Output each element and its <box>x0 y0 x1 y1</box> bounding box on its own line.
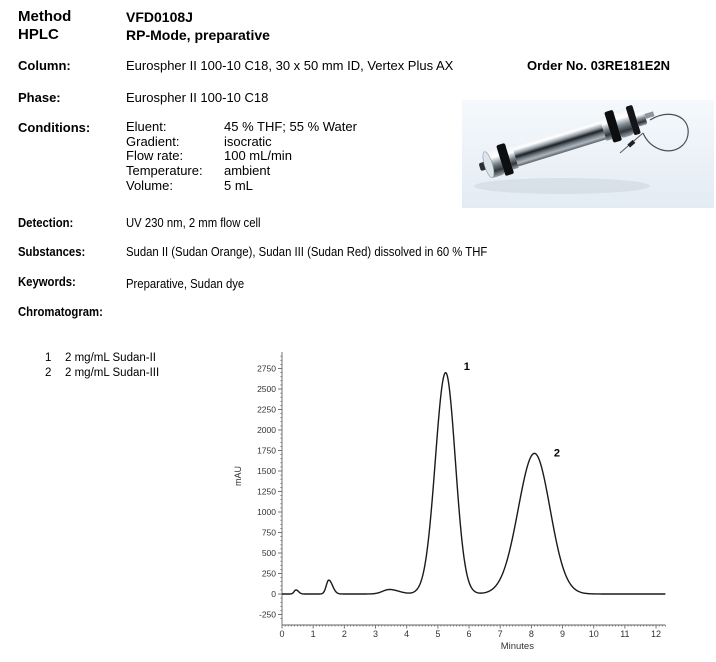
y-tick-label: -250 <box>258 609 276 620</box>
y-axis-title: mAU <box>233 466 243 486</box>
condition-key: Volume: <box>126 177 173 193</box>
condition-value: ambient <box>224 163 271 179</box>
condition-row-volume <box>126 179 357 194</box>
x-tick-label: 6 <box>466 629 472 639</box>
condition-row-temperature <box>126 164 357 179</box>
peak-label: 2 <box>553 447 560 460</box>
x-tick-label: 2 <box>341 629 347 639</box>
y-tick-label: 2500 <box>257 384 276 394</box>
x-axis-title: Minutes <box>500 641 534 652</box>
y-tick-label: 1500 <box>257 466 276 476</box>
x-tick-label: 1 <box>310 629 316 639</box>
chromatogram-heading: Chromatogram: <box>18 304 103 319</box>
detection-value: UV 230 nm, 2 mm flow cell <box>126 215 261 230</box>
y-tick-label: 500 <box>261 548 276 558</box>
y-tick-label: 1750 <box>257 445 276 456</box>
hplc-label: HPLC <box>18 26 59 43</box>
phase-value: Eurospher II 100-10 C18 <box>126 90 269 105</box>
x-tick-label: 7 <box>497 629 503 639</box>
condition-value: 45 % THF; 55 % Water <box>224 119 357 134</box>
chromatogram-trace <box>282 373 665 594</box>
legend-item-number: 1 <box>45 352 52 364</box>
condition-key: Temperature: <box>126 163 203 179</box>
condition-value: 5 mL <box>224 177 253 193</box>
phase-label: Phase: <box>18 90 61 105</box>
condition-row-eluent <box>126 120 357 135</box>
peak-label: 1 <box>463 361 470 374</box>
order-number: Order No. 03RE181E2N <box>527 58 671 73</box>
x-tick-label: 0 <box>279 629 285 639</box>
y-tick-label: 0 <box>271 589 276 599</box>
detection-label: Detection: <box>18 215 74 230</box>
chromatogram-plot <box>230 345 716 662</box>
y-tick-label: 2750 <box>257 363 276 374</box>
x-tick-label: 11 <box>620 629 630 639</box>
x-tick-label: 8 <box>528 629 534 639</box>
x-tick-label: 12 <box>651 629 662 639</box>
legend-item-text: 2 mg/mL Sudan-II <box>65 352 156 364</box>
legend-item-text: 2 mg/mL Sudan-III <box>65 367 160 379</box>
y-tick-label: 750 <box>261 527 276 538</box>
x-tick-label: 10 <box>588 629 599 639</box>
chromatogram-legend <box>45 351 159 381</box>
x-tick-label: 5 <box>435 629 441 639</box>
y-tick-label: 250 <box>261 568 276 579</box>
legend-item <box>45 351 159 366</box>
keywords-label: Keywords: <box>18 274 76 289</box>
condition-key: Eluent: <box>126 119 167 134</box>
x-tick-label: 9 <box>560 629 566 639</box>
column-label: Column: <box>18 58 71 73</box>
y-tick-label: 2250 <box>257 404 276 415</box>
x-tick-label: 3 <box>373 629 379 639</box>
legend-item <box>45 366 159 381</box>
condition-key: Flow rate: <box>126 148 184 164</box>
condition-row-flow-rate <box>126 149 357 164</box>
column-value: Eurospher II 100-10 C18, 30 x 50 mm ID, Vertex Plus AX <box>126 58 454 73</box>
legend-item-number: 2 <box>45 367 52 379</box>
condition-value: 100 mL/min <box>224 148 292 164</box>
condition-key: Gradient: <box>126 133 180 149</box>
y-tick-label: 1250 <box>257 486 276 497</box>
y-tick-label: 2000 <box>257 425 276 435</box>
method-label: Method <box>18 8 72 25</box>
hplc-column-photo <box>462 100 714 208</box>
keywords-value: Preparative, Sudan dye <box>126 276 245 291</box>
conditions-label: Conditions: <box>18 120 91 135</box>
condition-row-gradient <box>126 135 357 150</box>
x-tick-label: 4 <box>404 629 410 639</box>
condition-value: isocratic <box>224 133 272 149</box>
conditions-list <box>126 120 357 194</box>
y-tick-label: 1000 <box>257 507 276 517</box>
substances-value: Sudan II (Sudan Orange), Sudan III (Sudan Red) dissolved in 60 % THF <box>126 244 488 259</box>
photo-shadow <box>474 178 650 194</box>
method-mode: RP-Mode, preparative <box>126 27 270 43</box>
method-number: VFD0108J <box>126 9 193 25</box>
substances-label: Substances: <box>18 244 86 259</box>
